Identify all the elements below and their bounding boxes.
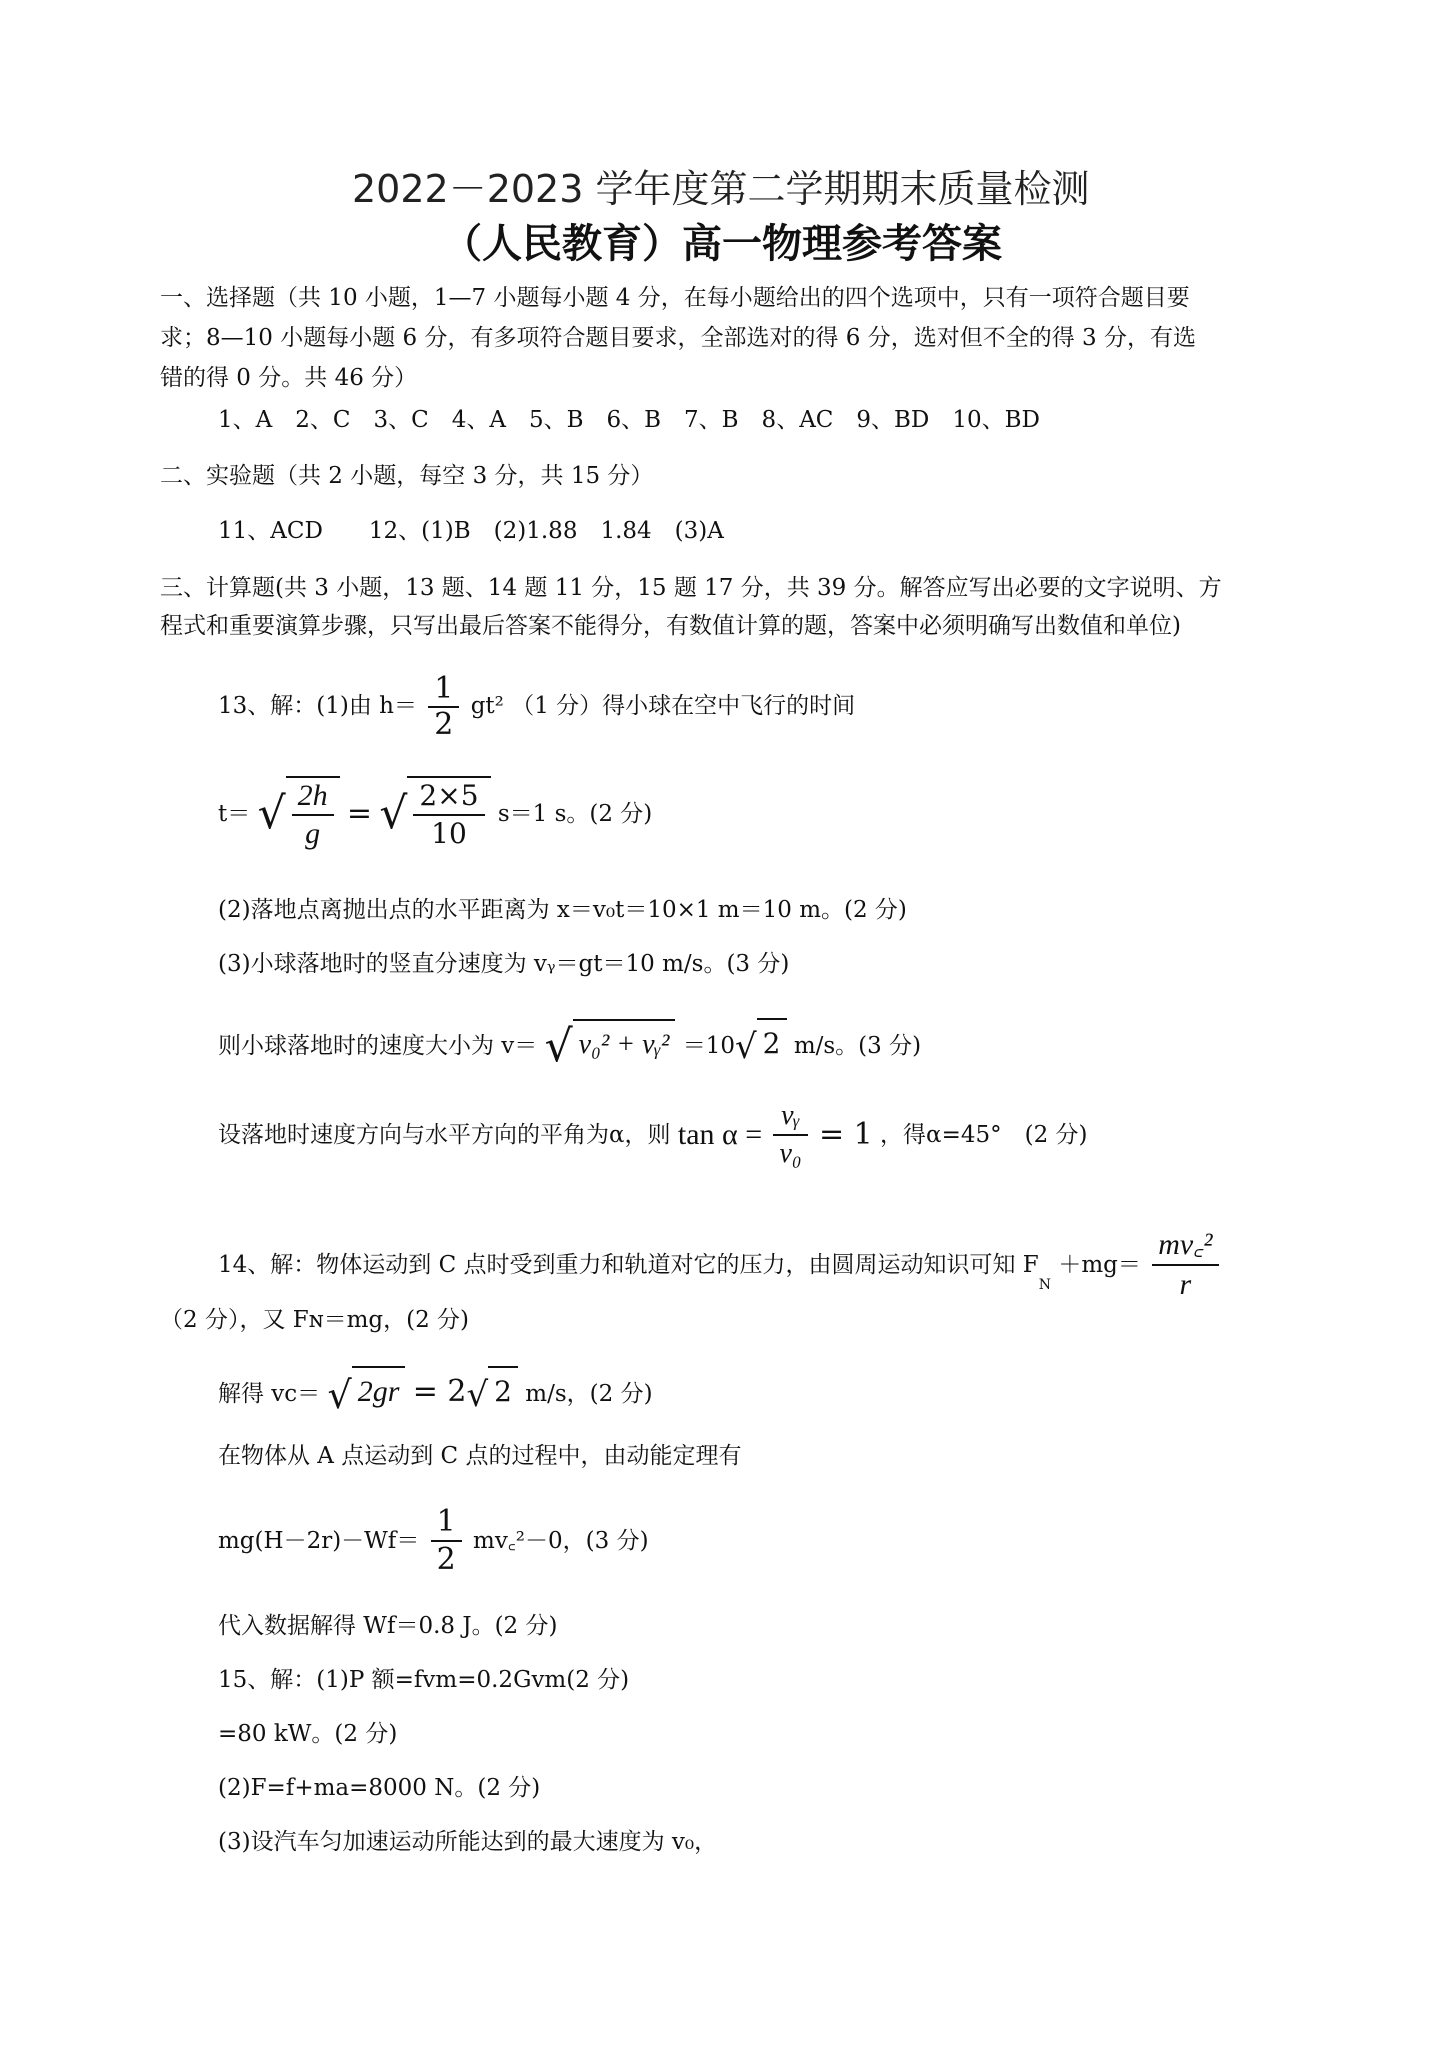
q15-line2: =80 kW。(2 分) bbox=[218, 1721, 398, 1747]
q14-l5-post: mv꜀²－0，(3 分) bbox=[473, 1528, 649, 1554]
q13-l5-radicand: v₀² + vᵧ² bbox=[573, 1019, 676, 1069]
page-subtitle: （人民教育）高一物理参考答案 bbox=[442, 221, 1002, 267]
q14-l3-post: m/s，(2 分) bbox=[525, 1381, 653, 1407]
sqrt-icon: √ bbox=[379, 788, 408, 839]
q14-l5-den: 2 bbox=[436, 1542, 456, 1577]
q13-half-num: 1 bbox=[428, 672, 459, 708]
q13-sqrt-frac1 bbox=[286, 776, 340, 852]
q13-frac2-den: 10 bbox=[431, 817, 467, 850]
q14-l5-fraction bbox=[431, 1504, 462, 1578]
q13-l1-post: gt² （1 分）得小球在空中飞行的时间 bbox=[470, 693, 856, 719]
q14-l3-mid: = 2 bbox=[412, 1374, 467, 1409]
q14-l3-radicand: 2gr bbox=[352, 1366, 406, 1416]
q13-half-den: 2 bbox=[434, 707, 454, 742]
sqrt-icon: √ bbox=[544, 1021, 573, 1072]
q14-line4: 在物体从 A 点运动到 C 点的过程中，由动能定理有 bbox=[218, 1443, 742, 1469]
q13-line4: (3)小球落地时的竖直分速度为 vᵧ＝gt＝10 m/s。(3 分) bbox=[218, 951, 790, 977]
q13-l6-pre: 设落地时速度方向与水平方向的平角为α，则 bbox=[218, 1122, 671, 1148]
q13-l2-post: s＝1 s。(2 分) bbox=[497, 801, 653, 827]
q14-line6: 代入数据解得 Wf＝0.8 J。(2 分) bbox=[218, 1613, 558, 1639]
q13-line6 bbox=[218, 1098, 1088, 1172]
q13-sqrt-frac2 bbox=[407, 776, 490, 852]
sqrt-icon: √ bbox=[735, 1027, 757, 1067]
q13-l6-num: vᵧ bbox=[773, 1098, 807, 1136]
page-title: 2022－2023 学年度第二学期期末质量检测 bbox=[352, 167, 1090, 211]
section1-heading-l1: 一、选择题（共 10 小题，1—7 小题每小题 4 分，在每小题给出的四个选项中，只有一项符合题目要 bbox=[160, 285, 1190, 311]
q13-frac1-num: 2h bbox=[292, 778, 334, 816]
q14-l1-num: mv꜀² bbox=[1152, 1226, 1218, 1266]
q13-l6-post: ，得α=45° (2 分) bbox=[880, 1122, 1088, 1148]
q13-l6-fraction bbox=[773, 1098, 807, 1172]
q13-line1 bbox=[218, 672, 855, 742]
q13-l6-tan: tan α = bbox=[677, 1118, 763, 1151]
q14-l1-den: r bbox=[1179, 1268, 1192, 1301]
q14-l3-pre: 解得 vc＝ bbox=[218, 1381, 321, 1407]
q14-line5 bbox=[218, 1504, 649, 1578]
section1-heading-l2: 求；8—10 小题每小题 6 分，有多项符合题目要求，全部选对的得 6 分，选对但不全的得 3 分，有选 bbox=[160, 325, 1196, 351]
section1-heading-l3: 错的得 0 分。共 46 分） bbox=[160, 365, 418, 391]
q13-line2 bbox=[218, 776, 652, 852]
q14-fn-sub: N bbox=[1038, 1277, 1052, 1293]
section2-answers: 11、ACD 12、(1)B (2)1.88 1.84 (3)A bbox=[218, 518, 724, 544]
q15-line3: (2)F=f+ma=8000 N。(2 分) bbox=[218, 1775, 541, 1801]
q13-half-fraction bbox=[428, 672, 459, 742]
q13-line3: (2)落地点离抛出点的水平距离为 x＝v₀t＝10×1 m＝10 m。(2 分) bbox=[218, 897, 907, 923]
q13-l5-mid: ＝10 bbox=[682, 1033, 735, 1059]
q13-l6-den: v₀ bbox=[779, 1138, 802, 1169]
q15-line1: 15、解：(1)P 额=fvm=0.2Gvm(2 分) bbox=[218, 1667, 630, 1693]
q13-l1-pre: 13、解：(1)由 h＝ bbox=[218, 693, 417, 719]
q13-l5-radicand2: 2 bbox=[757, 1018, 787, 1068]
section3-heading-l2: 程式和重要演算步骤，只写出最后答案不能得分，有数值计算的题，答案中必须明确写出数值和单位) bbox=[160, 613, 1181, 639]
sqrt-icon: √ bbox=[327, 1373, 352, 1417]
q13-frac1-den: g bbox=[305, 817, 321, 850]
q13-l6-eq: = 1 bbox=[818, 1117, 873, 1152]
q13-l2-eq: = bbox=[346, 796, 373, 831]
sqrt-icon: √ bbox=[466, 1375, 489, 1415]
q13-frac2-num: 2×5 bbox=[413, 778, 484, 816]
q14-l5-pre: mg(H－2r)－Wf＝ bbox=[218, 1528, 420, 1554]
section2-heading: 二、实验题（共 2 小题，每空 3 分，共 15 分） bbox=[160, 463, 654, 489]
sqrt-icon: √ bbox=[257, 788, 286, 839]
q14-l1-mid: ＋mg＝ bbox=[1058, 1252, 1141, 1278]
q14-line2: （2 分），又 Fɴ＝mg，(2 分) bbox=[160, 1307, 469, 1333]
q13-l5-pre: 则小球落地时的速度大小为 v＝ bbox=[218, 1033, 538, 1059]
q14-l5-num: 1 bbox=[431, 1504, 462, 1542]
q14-l3-radicand2: 2 bbox=[488, 1366, 518, 1416]
q14-l1-pre: 14、解：物体运动到 C 点时受到重力和轨道对它的压力，由圆周运动知识可知 F bbox=[218, 1252, 1039, 1278]
section1-answers: 1、A 2、C 3、C 4、A 5、B 6、B 7、B 8、AC 9、BD 10、BD bbox=[218, 407, 1040, 433]
q14-l1-fraction bbox=[1152, 1226, 1218, 1304]
q13-line5 bbox=[218, 1018, 921, 1070]
q14-line1 bbox=[218, 1226, 1223, 1305]
section3-heading-l1: 三、计算题(共 3 小题，13 题、14 题 11 分，15 题 17 分，共 39 分。解答应写出必要的文字说明、方 bbox=[160, 575, 1222, 601]
q15-line4: (3)设汽车匀加速运动所能达到的最大速度为 v₀， bbox=[218, 1829, 718, 1855]
q13-l2-pre: t＝ bbox=[218, 801, 251, 827]
q14-line3 bbox=[218, 1366, 653, 1418]
q13-l5-post: m/s。(3 分) bbox=[793, 1033, 922, 1059]
